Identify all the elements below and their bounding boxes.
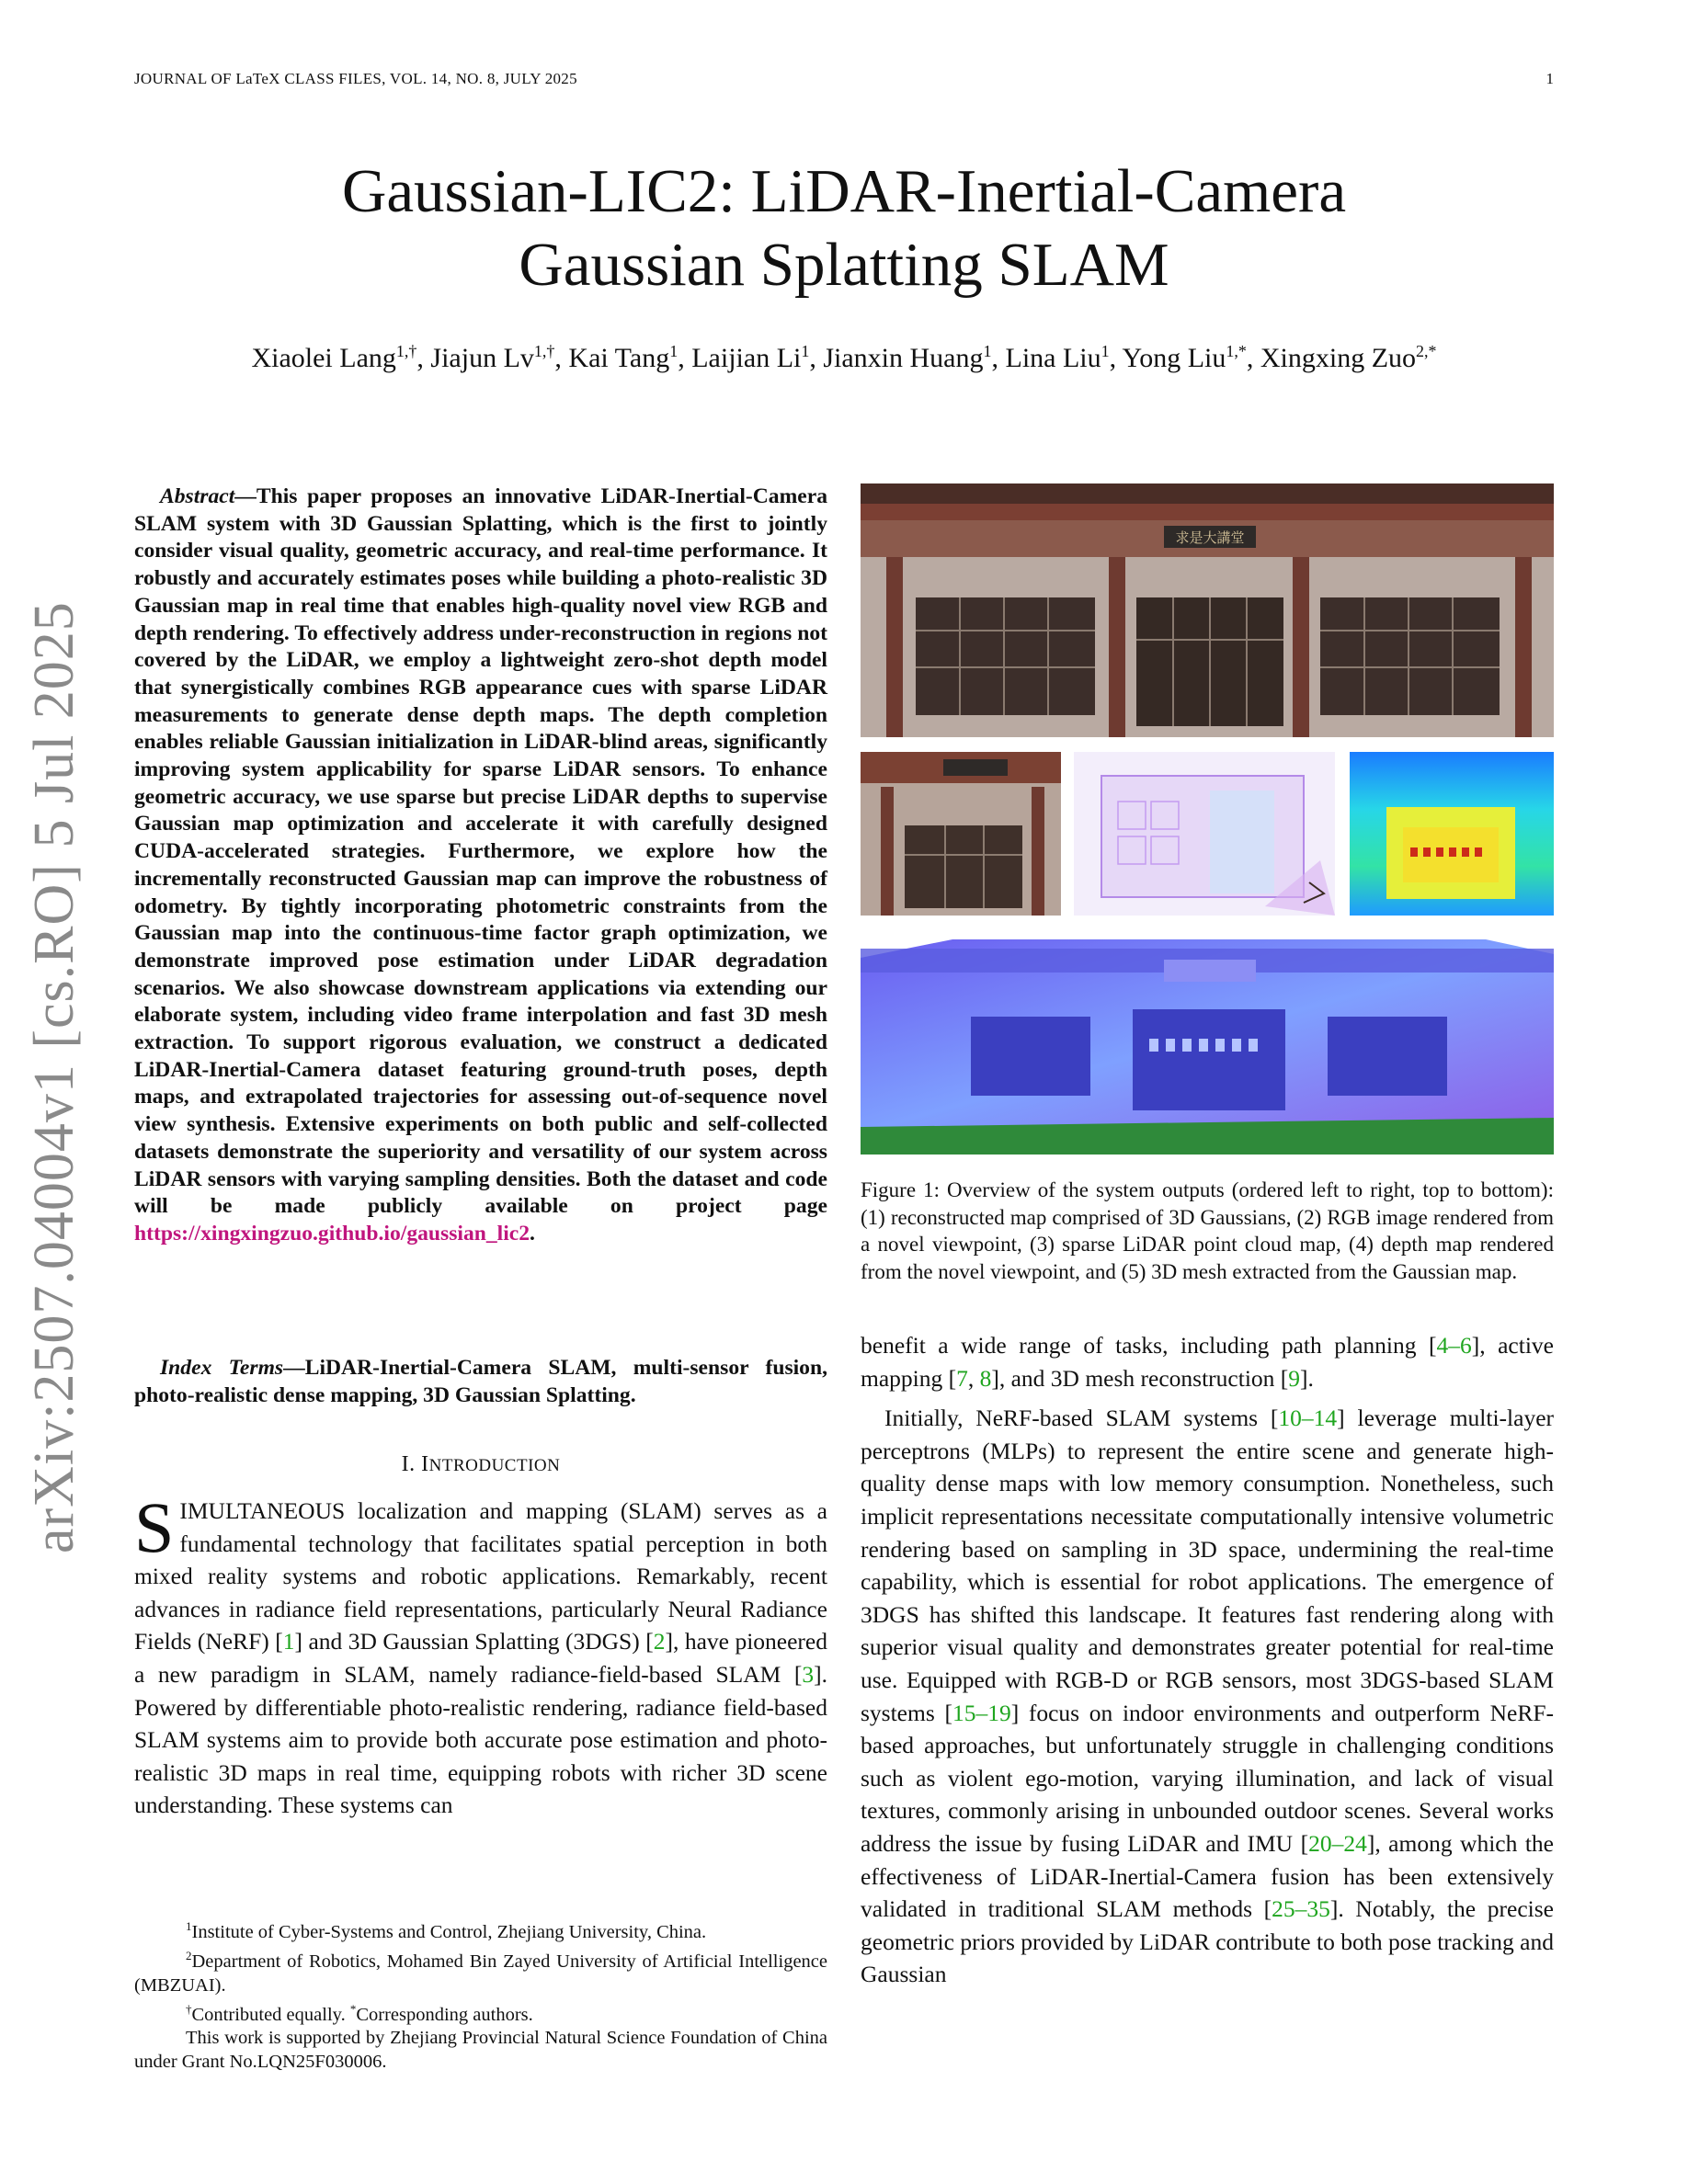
citation-link[interactable]: 20–24	[1308, 1829, 1367, 1857]
figure-1	[861, 483, 1554, 1155]
arxiv-stamp-text: arXiv:2507.04004v1 [cs.RO] 5 Jul 2025	[23, 601, 86, 1553]
index-terms-label: Index Terms	[160, 1356, 284, 1380]
footnote-4	[134, 2027, 827, 2074]
panel-rgb-render	[861, 752, 1061, 916]
right-paragraph-2	[861, 1402, 1554, 1991]
citation-link[interactable]: 10–14	[1278, 1405, 1338, 1432]
abstract-end: .	[530, 1221, 535, 1246]
page-number: 1	[1545, 70, 1554, 87]
author: Xiaolei Lang	[251, 343, 396, 373]
author-affiliation: 1,†	[395, 342, 417, 360]
title-line-1: Gaussian-LIC2: LiDAR-Inertial-Camera	[341, 157, 1347, 225]
citation-link[interactable]: 1	[282, 1628, 295, 1655]
citation-link[interactable]: 2	[653, 1628, 666, 1655]
author-affiliation: 1	[801, 342, 810, 360]
footnote-1: $^1$Institute of Cyber-Systems and Control, Zhejiang University, China.	[186, 1919, 707, 1942]
body-text: benefit a wide range of tasks, including path planning [	[861, 1332, 1437, 1359]
project-page-link[interactable]: https://xingxingzuo.github.io/gaussian_lic2	[134, 1221, 530, 1246]
body-text: Initially, NeRF-based SLAM systems [	[884, 1405, 1279, 1432]
abstract-label: Abstract	[160, 484, 235, 508]
author: Yong Liu	[1122, 343, 1226, 373]
abstract	[134, 483, 827, 1248]
section-numeral: I.	[401, 1452, 416, 1476]
citation-link[interactable]: 4–6	[1436, 1332, 1472, 1359]
abstract-text: —This paper proposes an innovative LiDAR-Inertial-Camera SLAM system with 3D Gaussian Splatting, which is the first to jointly consider visual quality, geometric accuracy, and real-time performance. It robustly and accurately estimates poses while building a photo-realistic 3D Gaussian map in real time that enables high-quality novel view RGB and depth rendering. To effectively address under-reconstruction in regions not covered by the LiDAR, we employ a lightweight zero-shot depth model that synergistically combines RGB appearance cues with sparse LiDAR measurements to generate dense depth maps. The depth completion enables reliable Gaussian initialization in LiDAR-blind areas, significantly improving system applicability for sparse LiDAR sensors. To enhance geometric accuracy, we use sparse but precise LiDAR depths to supervise Gaussian map optimization and accelerate it with carefully designed CUDA-accelerated strategies. Furthermore, we explore how the incrementally reconstructed Gaussian map can improve the robustness of odometry. By tightly incorporating photometric constraints from the Gaussian map into the continuous-time factor graph optimization, we demonstrate improved pose estimation under LiDAR degradation scenarios. We also showcase downstream applications via extending our elaborate system, including video frame interpolation and fast 3D mesh extraction. To support rigorous evaluation, we construct a dedicated LiDAR-Inertial-Camera dataset featuring ground-truth poses, depth maps, and extrapolated trajectories for assessing out-of-sequence novel view synthesis. Extensive experiments on both public and self-collected datasets demonstrate the superiority and versatility of our system across LiDAR sensors with varying sampling densities. Both the dataset and code will be made publicly available on project page	[134, 484, 827, 1219]
author: Xingxing Zuo	[1260, 343, 1417, 373]
right-column-text	[861, 1329, 1554, 1991]
section-heading	[134, 1452, 827, 1477]
author-list: Xiaolei Lang$^{1,\dagger}$, Jiajun $Lv^{1,\dagger}$, Kai Tang$^1$, Laijian Li$^1$, Jianxin Huang$^1$, Lina Liu$^1$, Yong Liu$^{1,*}$, Xingxing Zuo$^{2,*}$	[251, 342, 1437, 373]
arxiv-stamp	[22, 601, 86, 1590]
author: Kai Tang	[568, 343, 670, 373]
figure-caption: Figure 1: Overview of the system outputs (ordered left to right, top to bottom): (1) reconstructed map comprised of 3D Gaussians, (2) RGB image rendered from a novel viewpoint, (3) sparse LiDAR point cloud map, (4) depth map rendered from the novel viewpoint, and (5) 3D mesh extracted from the Gaussian map.	[861, 1178, 1554, 1283]
figure-1-panels	[861, 483, 1554, 1155]
citation-link[interactable]: 7	[956, 1364, 968, 1392]
footnote-text: This work is supported by Zhejiang Provincial Natural Science Foundation of China under Grant No.LQN25F030006.	[134, 2028, 827, 2072]
section-cap: I	[421, 1452, 429, 1476]
intro-text: ]. Powered by differentiable photo-realistic rendering, radiance field-based SLAM systems aim to provide both accurate pose estimation and photo-realistic 3D maps in real time, equipping robots with richer 3D scene understanding. These systems can	[134, 1660, 827, 1819]
paper-title	[0, 154, 1688, 301]
author-affiliation: 1,*	[1226, 342, 1247, 360]
footnote-2: $^2$Department of Robotics, Mohamed Bin Zayed University of Artificial Intelligence (MBZUAI).	[134, 1949, 827, 1996]
body-text: ], active mapping [	[861, 1332, 1554, 1392]
body-text: ], and 3D mesh reconstruction [	[991, 1364, 1289, 1392]
author: Jianxin Huang	[823, 343, 984, 373]
footnote-text: Corresponding authors.	[356, 2004, 533, 2025]
plaque-text: 求是大講堂	[1175, 529, 1245, 546]
footnote-text: Department of Robotics, Mohamed Bin Zayed University of Artificial Intelligence (MBZUAI).	[134, 1951, 827, 1996]
intro-text: IMULTANEOUS localization and mapping (SLAM) serves as a fundamental technology that facilitates spatial perception in both mixed reality systems and robotic applications. Remarkably, recent advances in radiance field representations, particularly Neural Radiance Fields (NeRF) [	[134, 1497, 827, 1655]
body-text: ] focus on indoor environments and outperform NeRF-based approaches, but unfortunately struggle in challenging conditions such as violent ego-motion, varying illumination, and lack of visual textures, commonly arising in unbounded outdoor scenes. Several works address the issue by fusing LiDAR and IMU [	[861, 1699, 1554, 1857]
author-affiliation: 1	[669, 342, 679, 360]
panel-lidar-map	[1074, 752, 1335, 916]
title-line-2: Gaussian Splatting SLAM	[519, 231, 1169, 299]
author-affiliation: 1	[1101, 342, 1110, 360]
footnote-text: Institute of Cyber-Systems and Control, Zhejiang University, China.	[191, 1921, 707, 1942]
intro-paragraph	[134, 1487, 827, 1822]
author: Lina Liu	[1005, 343, 1101, 373]
running-header: JOURNAL OF LaTeX CLASS FILES, VOL. 14, NO. 8, JULY 2025	[134, 70, 577, 87]
citation-link[interactable]: 3	[802, 1660, 815, 1688]
panel-gaussian-map	[861, 483, 1554, 737]
footnotes	[134, 1915, 827, 2074]
intro-text: ], have pioneered a new paradigm in SLAM, namely radiance-field-based SLAM [	[134, 1628, 827, 1688]
body-text: ]. Notably, the precise geometric priors provided by LiDAR contribute to both pose tracking and Gaussian	[861, 1895, 1554, 1988]
citation-link[interactable]: 8	[979, 1364, 992, 1392]
index-terms-text: —LiDAR-Inertial-Camera SLAM, multi-sensor fusion, photo-realistic dense mapping, 3D Gaussian Splatting.	[134, 1356, 828, 1407]
author: Laijian Li	[691, 343, 802, 373]
section-rest: NTRODUCTION	[428, 1456, 561, 1475]
citation-link[interactable]: 25–35	[1272, 1895, 1330, 1923]
body-text: ] leverage multi-layer perceptrons (MLPs) to represent the entire scene and generate high-quality dense maps with low memory consumption. Nonetheless, such implicit representations necessitate computationally intensive volumetric rendering based on sampling in 3D space, undermining the real-time capability, which is essential for robot applications. The emergence of 3DGS has shifted this landscape. It features fast rendering along with superior visual quality and demonstrates greater potential for real-time use. Equipped with RGB-D or RGB sensors, most 3DGS-based SLAM systems [	[861, 1405, 1554, 1726]
citation-link[interactable]: 9	[1288, 1364, 1301, 1392]
author-affiliation: 1,†	[533, 342, 555, 360]
author: Jiajun Lv	[430, 343, 534, 373]
citation-link[interactable]: 15–19	[952, 1699, 1011, 1726]
right-paragraph-1: benefit a wide range of tasks, including path planning [4–6], active mapping [7, 8], and 3D mesh reconstruction [9].	[861, 1332, 1554, 1392]
body-text: ].	[1300, 1364, 1314, 1392]
panel-mesh	[861, 930, 1554, 1155]
panel-depth-map	[1350, 752, 1554, 916]
body-text: ], among which the effectiveness of LiDAR-Inertial-Camera fusion has been extensively validated in traditional SLAM methods [	[861, 1829, 1554, 1923]
drop-cap: S	[134, 1487, 175, 1567]
intro-text: ] and 3D Gaussian Splatting (3DGS) [	[294, 1628, 654, 1655]
footnote-3: †Contributed equally. *Corresponding authors.	[186, 2002, 533, 2025]
footnote-text: Contributed equally.	[191, 2004, 350, 2025]
author-affiliation: 1	[983, 342, 992, 360]
index-terms	[134, 1355, 827, 1409]
author-affiliation: 2,*	[1416, 342, 1437, 360]
